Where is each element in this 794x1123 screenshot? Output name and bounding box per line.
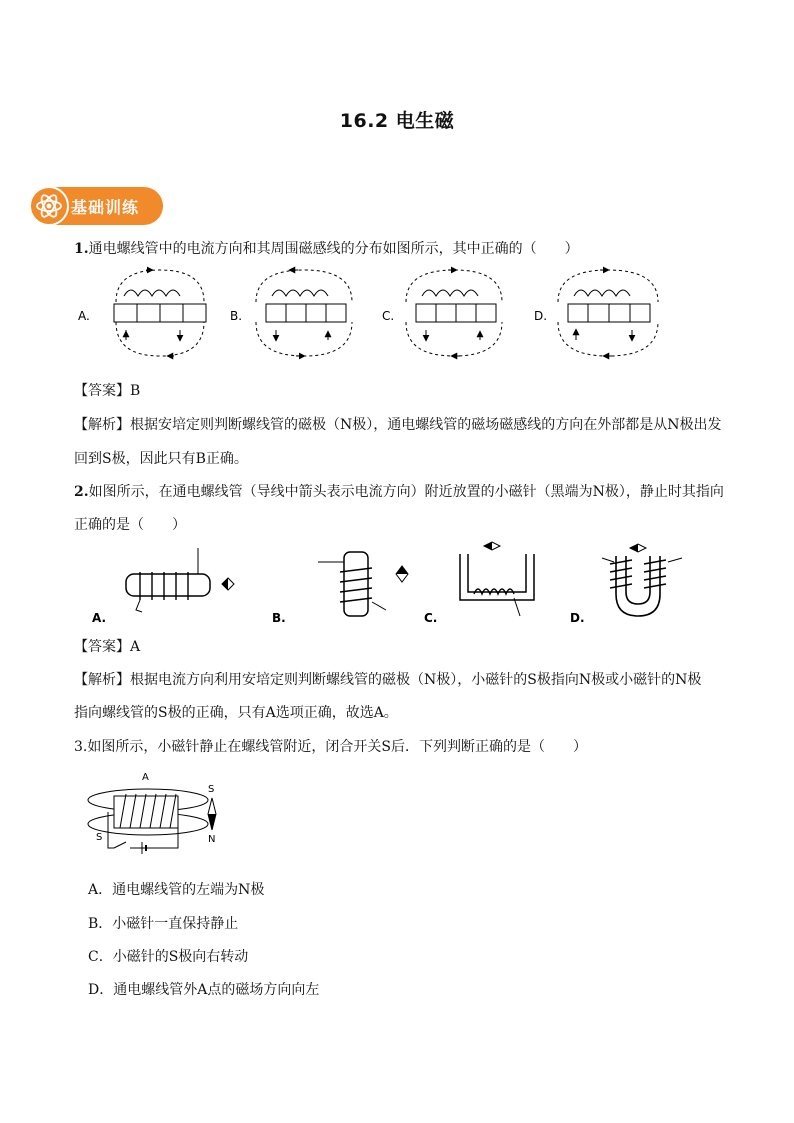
q1-label-d: D. [534,309,548,323]
q2-number: 2. [74,484,89,500]
q2-figure [86,540,706,630]
q1-text: 通电螺线管中的电流方向和其周围磁感线的分布如图所示，其中正确的（ ） [88,241,579,257]
q1-analysis-line1: 【解析】根据安培定则判断螺线管的磁极（N极），通电螺线管的磁场磁感线的方向在外部都是从N极出发 [74,417,722,433]
q2-option-c-diagram [424,542,534,625]
q3-option-d: D．通电螺线管外A点的磁场方向向左 [88,982,320,998]
q2-analysis-line2: 指向螺线管的S极的正确，只有A选项正确，故选A。 [74,705,398,721]
q3-switch-label: S [96,832,103,843]
q3-figure [84,770,244,860]
q2-stem-line2: 正确的是（ ） [74,517,186,533]
q2-option-a-diagram [92,548,234,625]
q2-analysis-line1: 【解析】根据电流方向利用安培定则判断螺线管的磁极（N极），小磁针的S极指向N极或小磁针的N极 [74,672,702,688]
q3-option-b: B．小磁针一直保持静止 [88,916,239,932]
page-title: 16.2 电生磁 [339,110,455,132]
q1-answer: 【答案】B [74,383,141,399]
q3-option-a: A．通电螺线管的左端为N极 [88,882,265,898]
q2-label-d: D. [570,611,585,625]
q1-number: 1. [74,241,89,257]
section-label: 基础训练 [71,198,140,217]
q2-label-c: C. [424,611,438,625]
atom-icon [29,186,69,226]
q3-point-a-label: A [142,772,149,783]
q1-option-d-diagram [534,270,658,356]
q1-figure [72,266,692,362]
q3-needle-s-label: S [208,784,215,795]
q2-stem-line1 [74,481,724,501]
q3-needle-n-label: N [208,834,216,845]
q1-option-b-diagram [230,270,352,356]
q2-option-d-diagram [570,544,682,625]
q1-stem [74,238,579,258]
q2-option-b-diagram [272,552,408,625]
q2-label-a: A. [92,611,107,625]
q2-answer: 【答案】A [74,639,141,655]
section-banner [29,186,169,226]
q1-option-c-diagram [382,270,502,356]
q3-option-c: C．小磁针的S极向右转动 [88,949,249,965]
q1-label-b: B. [230,309,243,323]
q1-option-a-diagram [78,270,206,356]
q2-text-line1: 如图所示，在通电螺线管（导线中箭头表示电流方向）附近放置的小磁针（黑端为N极），静止时其指向 [88,484,724,500]
q1-label-a: A. [78,309,90,323]
q1-analysis-line2: 回到S极，因此只有B正确。 [74,451,248,467]
q2-label-b: B. [272,611,286,625]
q1-label-c: C. [382,309,395,323]
q3-stem: 3.如图所示，小磁针静止在螺线管附近，闭合开关S后．下列判断正确的是（ ） [74,739,587,755]
